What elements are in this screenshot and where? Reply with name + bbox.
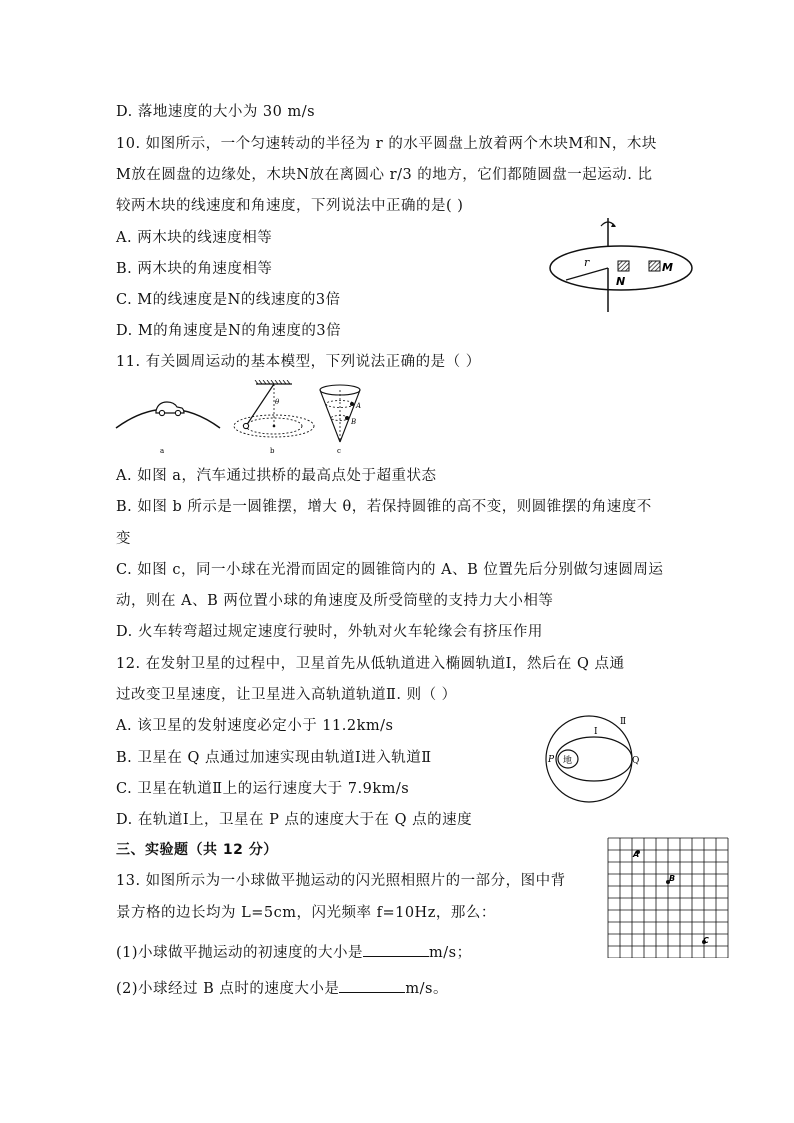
- q12-stem-line-2: 过改变卫星速度，让卫星进入高轨道轨道Ⅱ. 则（ ）: [116, 687, 457, 703]
- pendulum-bob: [243, 423, 248, 428]
- radius-label: r: [584, 256, 590, 269]
- q10-stem-line-2: M放在圆盘的边缘处，木块N放在离圆心 r/3 的地方，它们都随圆盘一起运动. 比: [116, 167, 653, 183]
- q13-sub-2: [116, 978, 448, 999]
- q10-stem-line-3: 较两木块的线速度和角速度，下列说法中正确的是( ): [116, 198, 464, 214]
- answer-blank-1[interactable]: [363, 942, 429, 957]
- block-m: [649, 261, 660, 271]
- q11-option-a: A. 如图 a，汽车通过拱桥的最高点处于超重状态: [116, 468, 437, 484]
- orbit-i-label: Ⅰ: [594, 727, 598, 737]
- q12-option-c: C. 卫星在轨道Ⅱ上的运行速度大于 7.9km/s: [116, 781, 410, 797]
- q13-stem-line-1: 13. 如图所示为一小球做平抛运动的闪光照相照片的一部分，图中背: [116, 873, 566, 889]
- q10-stem-line-1: 10. 如图所示，一个匀速转动的半径为 r 的水平圆盘上放着两个木块M和N，木块: [116, 136, 657, 152]
- cone-point-a: A: [356, 402, 362, 410]
- block-n: [618, 261, 629, 271]
- point-p: P: [548, 755, 555, 765]
- q12-stem-line-1: 12. 在发射卫星的过程中，卫星首先从低轨道进入椭圆轨道Ⅰ，然后在 Q 点通: [116, 656, 625, 672]
- orbit-ii-label: Ⅱ: [620, 717, 627, 727]
- answer-blank-2[interactable]: [339, 978, 405, 993]
- q13-sub-1-prefix: (1)小球做平抛运动的初速度的大小是: [116, 945, 364, 961]
- fig-label-b: b: [270, 447, 275, 455]
- label-n: N: [616, 275, 626, 288]
- point-b-label: B: [669, 874, 676, 883]
- q13-sub-2-suffix: m/s。: [405, 981, 448, 997]
- q10-option-d: D. M的角速度是N的角速度的3倍: [116, 323, 342, 339]
- q11-option-b-cont: 变: [116, 531, 131, 547]
- q12-option-d: D. 在轨道Ⅰ上，卫星在 P 点的速度大于在 Q 点的速度: [116, 812, 473, 828]
- q11-option-d: D. 火车转弯超过规定速度行驶时，外轨对火车轮缘会有挤压作用: [116, 624, 543, 640]
- q9-option-d: D. 落地速度的大小为 30 m/s: [116, 104, 316, 120]
- q11-option-b: B. 如图 b 所示是一圆锥摆，增大 θ，若保持圆锥的高不变，则圆锥摆的角速度不: [116, 499, 652, 515]
- theta-label: θ: [275, 398, 280, 406]
- q12-orbit-figure: [544, 712, 644, 808]
- q12-option-b: B. 卫星在 Q 点通过加速实现由轨道Ⅰ进入轨道Ⅱ: [116, 750, 432, 766]
- q10-option-a: A. 两木块的线速度相等: [116, 230, 273, 246]
- q13-sub-2-prefix: (2)小球经过 B 点时的速度大小是: [116, 981, 340, 997]
- q10-option-b: B. 两木块的角速度相等: [116, 261, 273, 277]
- q11-figures: [112, 380, 372, 462]
- fig-label-c: c: [337, 447, 341, 455]
- point-c-label: C: [703, 936, 709, 945]
- cone-point-b: B: [351, 418, 357, 426]
- section-3-title: 三、实验题（共 12 分）: [116, 842, 278, 858]
- q13-sub-1-suffix: m/s；: [429, 945, 472, 961]
- point-q: Q: [632, 756, 640, 766]
- q13-stem-line-2: 景方格的边长均为 L=5cm，闪光频率 f=10Hz，那么：: [116, 905, 496, 921]
- pendulum-string: [246, 384, 274, 426]
- q11-option-c: C. 如图 c，同一小球在光滑而固定的圆锥筒内的 A、B 位置先后分别做匀速圆周运: [116, 562, 664, 578]
- fig-label-a: a: [160, 447, 165, 455]
- q13-grid-figure: [606, 836, 730, 958]
- q11-stem: 11. 有关圆周运动的基本模型，下列说法正确的是（ ）: [116, 354, 481, 370]
- background-grid: [608, 838, 728, 958]
- q10-option-c: C. M的线速度是N的线速度的3倍: [116, 292, 341, 308]
- q10-disk-figure: [546, 214, 696, 318]
- earth-label: 地: [563, 756, 573, 766]
- q12-option-a: A. 该卫星的发射速度必定小于 11.2km/s: [116, 718, 394, 734]
- q13-sub-1: [116, 942, 472, 963]
- q11-option-c-cont: 动，则在 A、B 两位置小球的角速度及所受筒壁的支持力大小相等: [116, 593, 554, 609]
- point-a-label: A: [633, 850, 640, 859]
- label-m: M: [662, 261, 673, 274]
